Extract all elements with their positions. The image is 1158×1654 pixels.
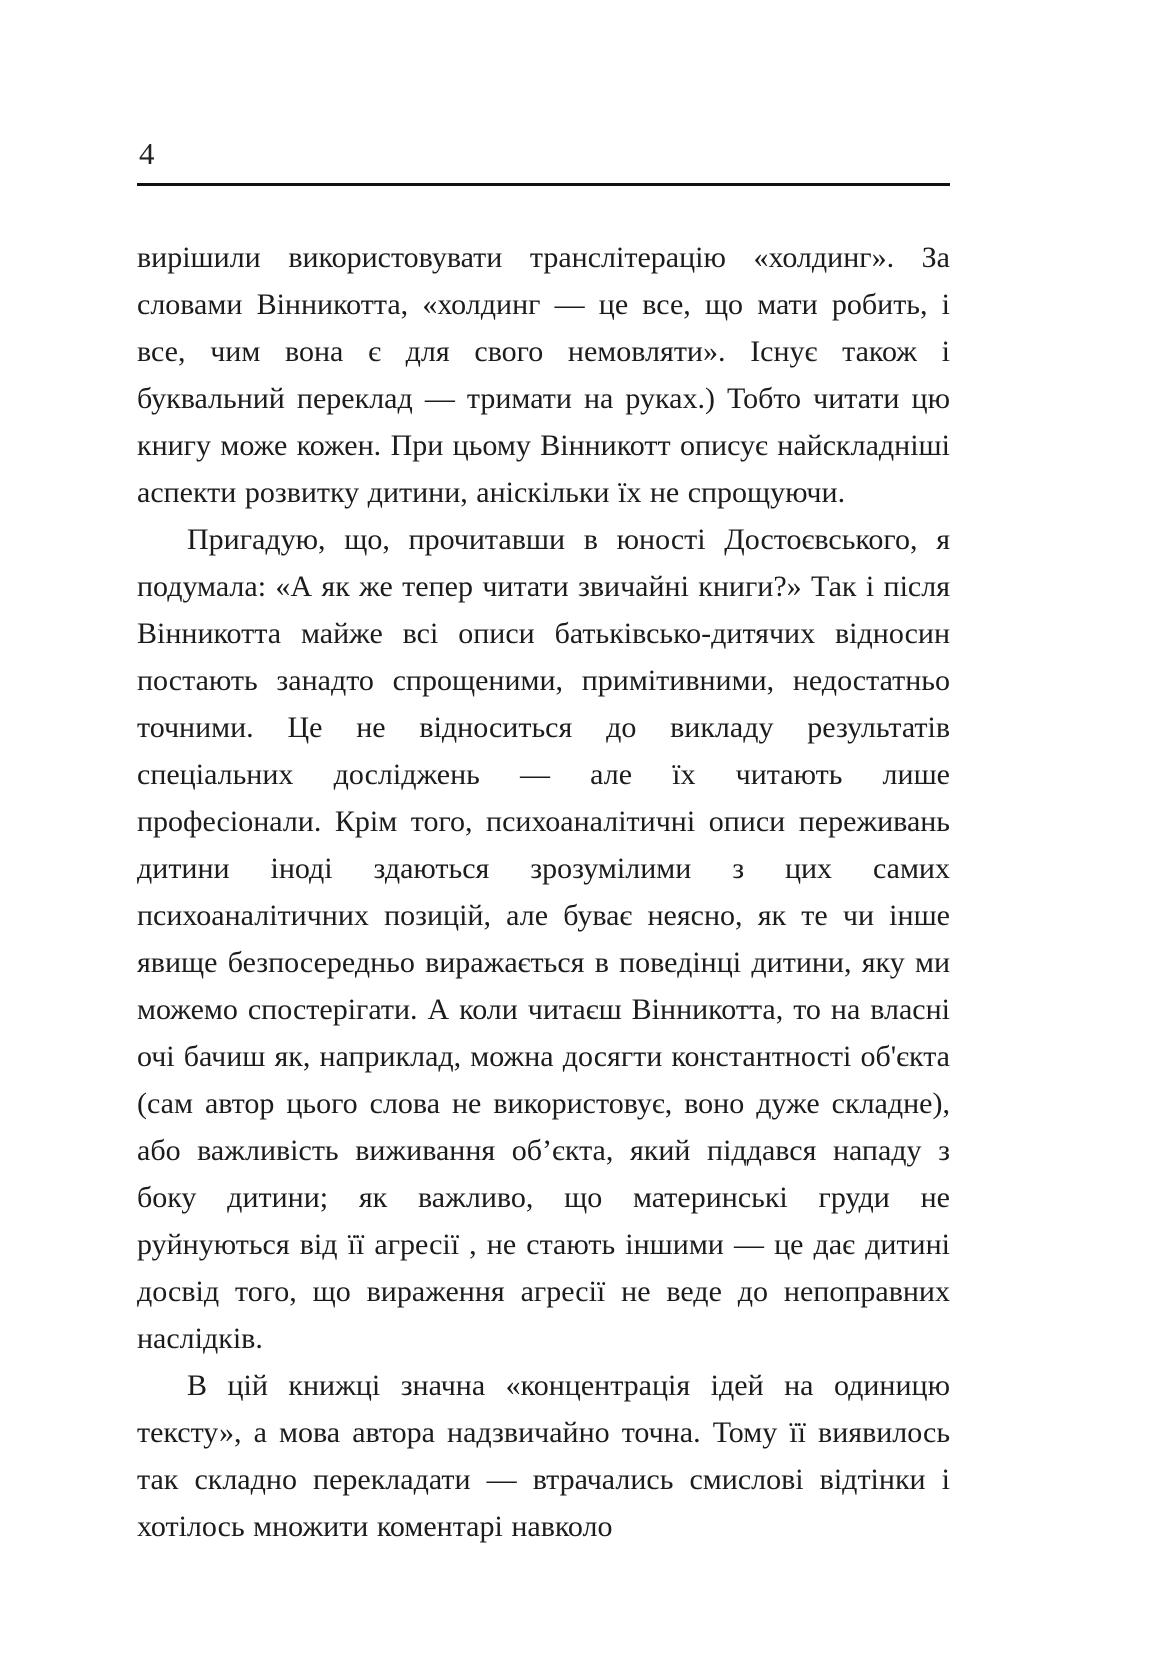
body-text [137,234,950,1550]
page-number: 4 [139,136,155,171]
header-rule [137,183,950,186]
paragraph: Пригадую, що, прочитавши в юності Достоєвського, я подумала: «А як же тепер читати звичайні книги?» Так і після Вінникотта майже всі описи батьківсько-дитячих відносин постають занадто спрощеними, примітивними, недостатньо точними. Це не відноситься до викладу результатів спеціальних досліджень — але їх читають лише професіонали. Крім того, психоаналітичні описи переживань дитини іноді здаються зрозумілими з цих самих психоаналітичних позицій, але буває неясно, як те чи інше явище безпосередньо виражається в поведінці дитини, яку ми можемо спостерігати. А коли читаєш Вінникотта, то на власні очі бачиш як, наприклад, можна досягти константності об'єкта (сам автор цього слова не використовує, воно дуже складне), або важливість виживання об’єкта, який піддався нападу з боку дитини; як важливо, що материнські груди не руйнуються від її агресії , не стають іншими — це дає дитині досвід того, що вираження агресії не веде до непоправних наслідків. [137,523,950,1355]
paragraph: В цій книжці значна «концентрація ідей на одиницю тексту», а мова автора надзвичайно точна. Тому її виявилось так складно перекладати — втрачались смислові відтінки і хотілось множити коментарі навколо [137,1369,950,1543]
paragraph: вирішили використовувати транслітерацію «холдинг». За словами Вінникотта, «холдинг — це все, що мати робить, і все, чим вона є для свого немовляти». Існує також і буквальний переклад — тримати на руках.) Тобто читати цю книгу може кожен. При цьому Вінникотт описує найскладніші аспекти розвитку дитини, аніскільки їх не спрощуючи. [137,241,950,509]
